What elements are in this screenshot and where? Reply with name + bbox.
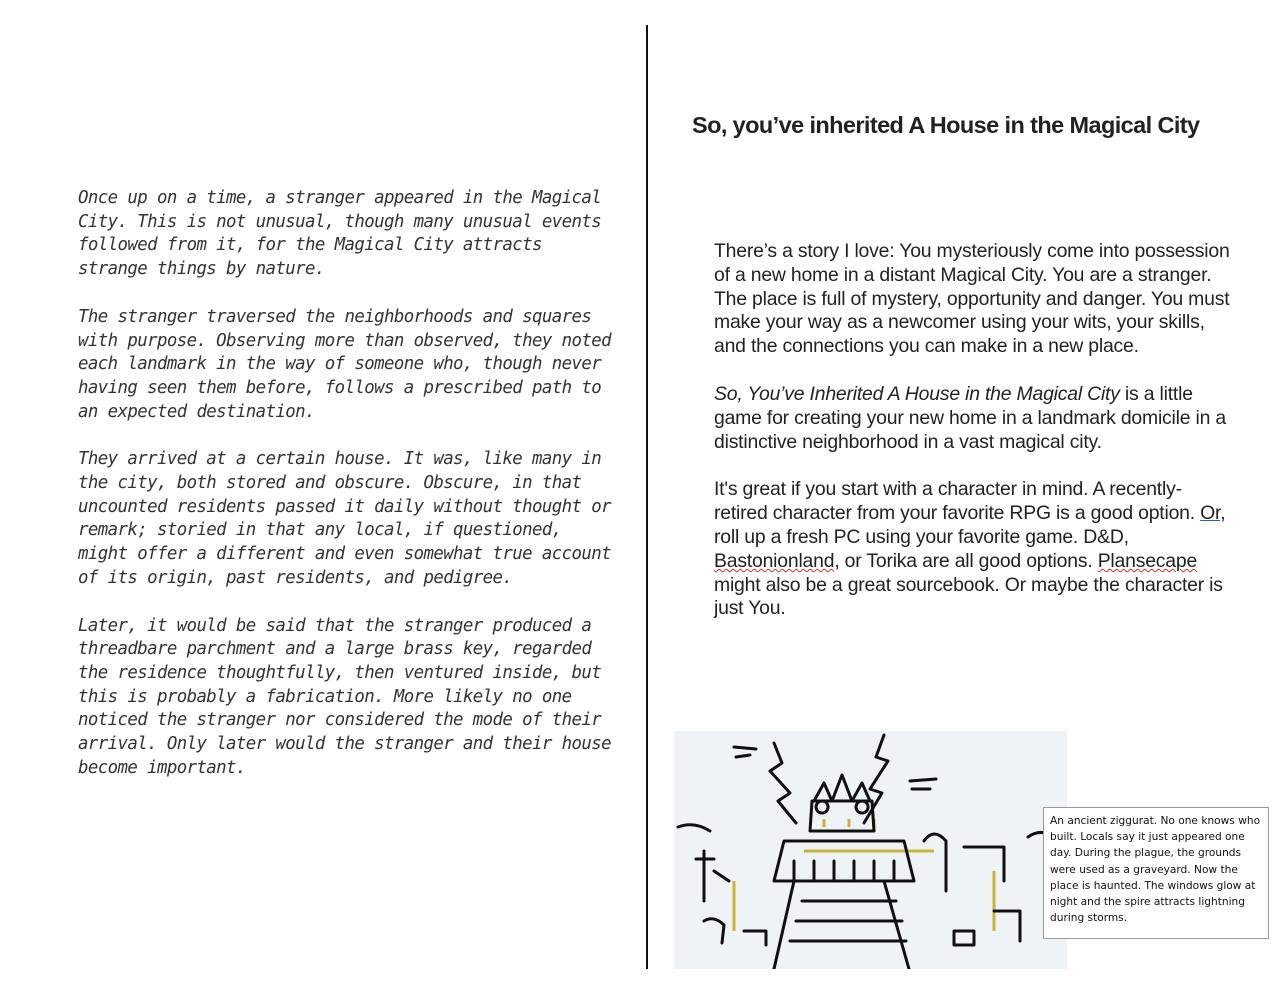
- story-paragraph-3: They arrived at a certain house. It was, like many in the city, both stored and obscure. Obscure, in that uncounted residents passed it daily without thought or remark; storied in that any local, if questioned, might offer a different and even somewhat true account of its origin, past residents, and pedigree.: [78, 449, 611, 588]
- p3-text-d: might also be a great sourcebook. Or maybe the character is just You.: [714, 573, 1223, 620]
- page-divider: [646, 25, 648, 969]
- planescape-spelling-flag[interactable]: Plansecape: [1097, 549, 1198, 572]
- intro-paragraph-2: [714, 383, 1234, 454]
- p3-text-b: roll up a fresh PC using your favorite game. D&D,: [714, 525, 1129, 548]
- page-title: So, you’ve inherited A House in the Magical City: [692, 112, 1200, 138]
- intro-paragraph-2-rest: is a little game for creating your new home in a landmark domicile in a distinctive neighborhood in a vast magical city.: [714, 382, 1227, 453]
- game-name-italic: So, You’ve Inherited A House in the Magical City: [714, 382, 1120, 405]
- haunted-ziggurat-sketch-icon: [674, 731, 1067, 969]
- game-intro: [714, 240, 1234, 645]
- intro-paragraph-3: [714, 478, 1234, 621]
- p3-text-c: , or Torika are all good options.: [834, 549, 1098, 572]
- or-grammar-flag[interactable]: Or,: [1200, 502, 1226, 525]
- intro-paragraph-1: There’s a story I love: You mysteriously come into possession of a new home in a distant Magical City. You are a stranger. The place is full of mystery, opportunity and danger. You must make your way as a newcomer using your wits, your skills, and the connections you can make in a new place.: [714, 240, 1230, 358]
- image-caption: An ancient ziggurat. No one knows who built. Locals say it just appeared one day. During the plague, the grounds were used as a graveyard. Now the place is haunted. The windows glow at night and the spire attracts lightning during storms.: [1043, 807, 1269, 939]
- story-paragraph-1: Once up on a time, a stranger appeared in the Magical City. This is not unusual, though many unusual events followed from it, for the Magical City attracts strange things by nature.: [78, 188, 602, 280]
- story-paragraph-2: The stranger traversed the neighborhoods and squares with purpose. Observing more than observed, they noted each landmark in the way of someone who, though never having seen them before, follows a prescribed path to an expected destination.: [78, 306, 611, 422]
- story-paragraph-4: Later, it would be said that the stranger produced a threadbare parchment and a large brass key, regarded the residence thoughtfully, then ventured inside, but this is probably a fabrication. More likely no one noticed the stranger nor considered the mode of their arrival. Only later would the stranger and their house become important.: [78, 615, 611, 778]
- bastionland-spelling-flag[interactable]: Bastonionland: [714, 549, 835, 572]
- intro-story: [78, 187, 618, 804]
- ziggurat-sketch: [674, 731, 1067, 969]
- p3-text-a: It's great if you start with a character in mind. A recently-retired character from your favorite RPG is a good option.: [714, 478, 1201, 525]
